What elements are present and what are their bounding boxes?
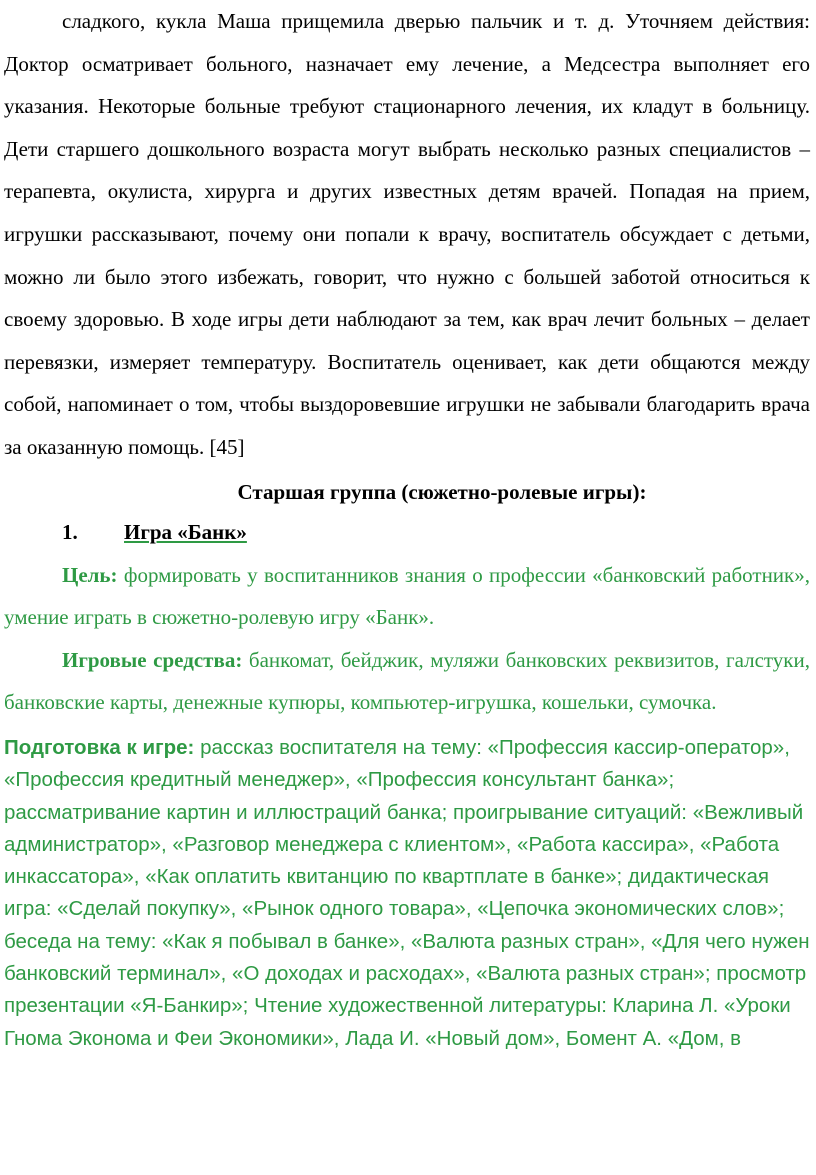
goal-label: Цель: (62, 562, 118, 587)
preparation-label: Подготовка к игре: (4, 735, 195, 759)
preparation-text: рассказ воспитателя на тему: «Профессия кассир-оператор», «Профессия кредитный менеджер», «Профессия консультант банка»; рассматривание картин и иллюстраций банка; проигрывание ситуаций: «Вежливый администратор», «Разговор менеджера с клиентом», «Работа кассира», «Работа инкассатора», «Как оплатить квитанцию по квартплате в банке»; дидактическая игра: «Сделай покупку», «Рынок одного товара», «Цепочка экономических слов»; беседа на тему: «Как я побывал в банке», «Валюта разных стран», «Для чего нужен банковский терминал», «О доходах и расходах», «Валюта разных стран»; просмотр презентации «Я-Банкир»; Чтение художественной литературы: Кларина Л. «Уроки Гнома Эконома и Феи Экономики», Лада И. «Новый дом», Бомент А. «Дом, в (4, 735, 810, 1050)
means-paragraph (4, 639, 810, 724)
means-text: банкомат, бейджик, муляжи банковских реквизитов, галстуки, банковские карты, денежные купюры, компьютер-игрушка, кошельки, сумочка. (4, 647, 810, 715)
game-number: 1. (62, 519, 78, 544)
goal-paragraph (4, 554, 810, 639)
preparation-paragraph (4, 732, 810, 1055)
intro-paragraph: сладкого, кукла Маша прищемила дверью пальчик и т. д. Уточняем действия: Доктор осматривает больного, назначает ему лечение, а Медсестра выполняет его указания. Некоторые больные требуют стационарного лечения, их кладут в больницу. Дети старшего дошкольного возраста могут выбрать несколько разных специалистов – терапевта, окулиста, хирурга и других известных детям врачей. Попадая на прием, игрушки рассказывают, почему они попали к врачу, воспитатель обсуждает с детьми, можно ли было этого избежать, говорит, что нужно с большей заботой относиться к своему здоровью. В ходе игры дети наблюдают за тем, как врач лечит больных – делает перевязки, измеряет температуру. Воспитатель оценивает, как дети общаются между собой, напоминает о том, чтобы выздоровевшие игрушки не забывали благодарить врача за оказанную помощь. [45] (4, 9, 810, 459)
game-title-row (4, 510, 810, 554)
goal-text: формировать у воспитанников знания о профессии «банковский работник», умение играть в сюжетно-ролевую игру «Банк». (4, 562, 810, 630)
game-title: Игра «Банк» (124, 519, 247, 544)
means-label: Игровые средства: (62, 647, 243, 672)
section-heading: Старшая группа (сюжетно-ролевые игры): (237, 479, 647, 504)
